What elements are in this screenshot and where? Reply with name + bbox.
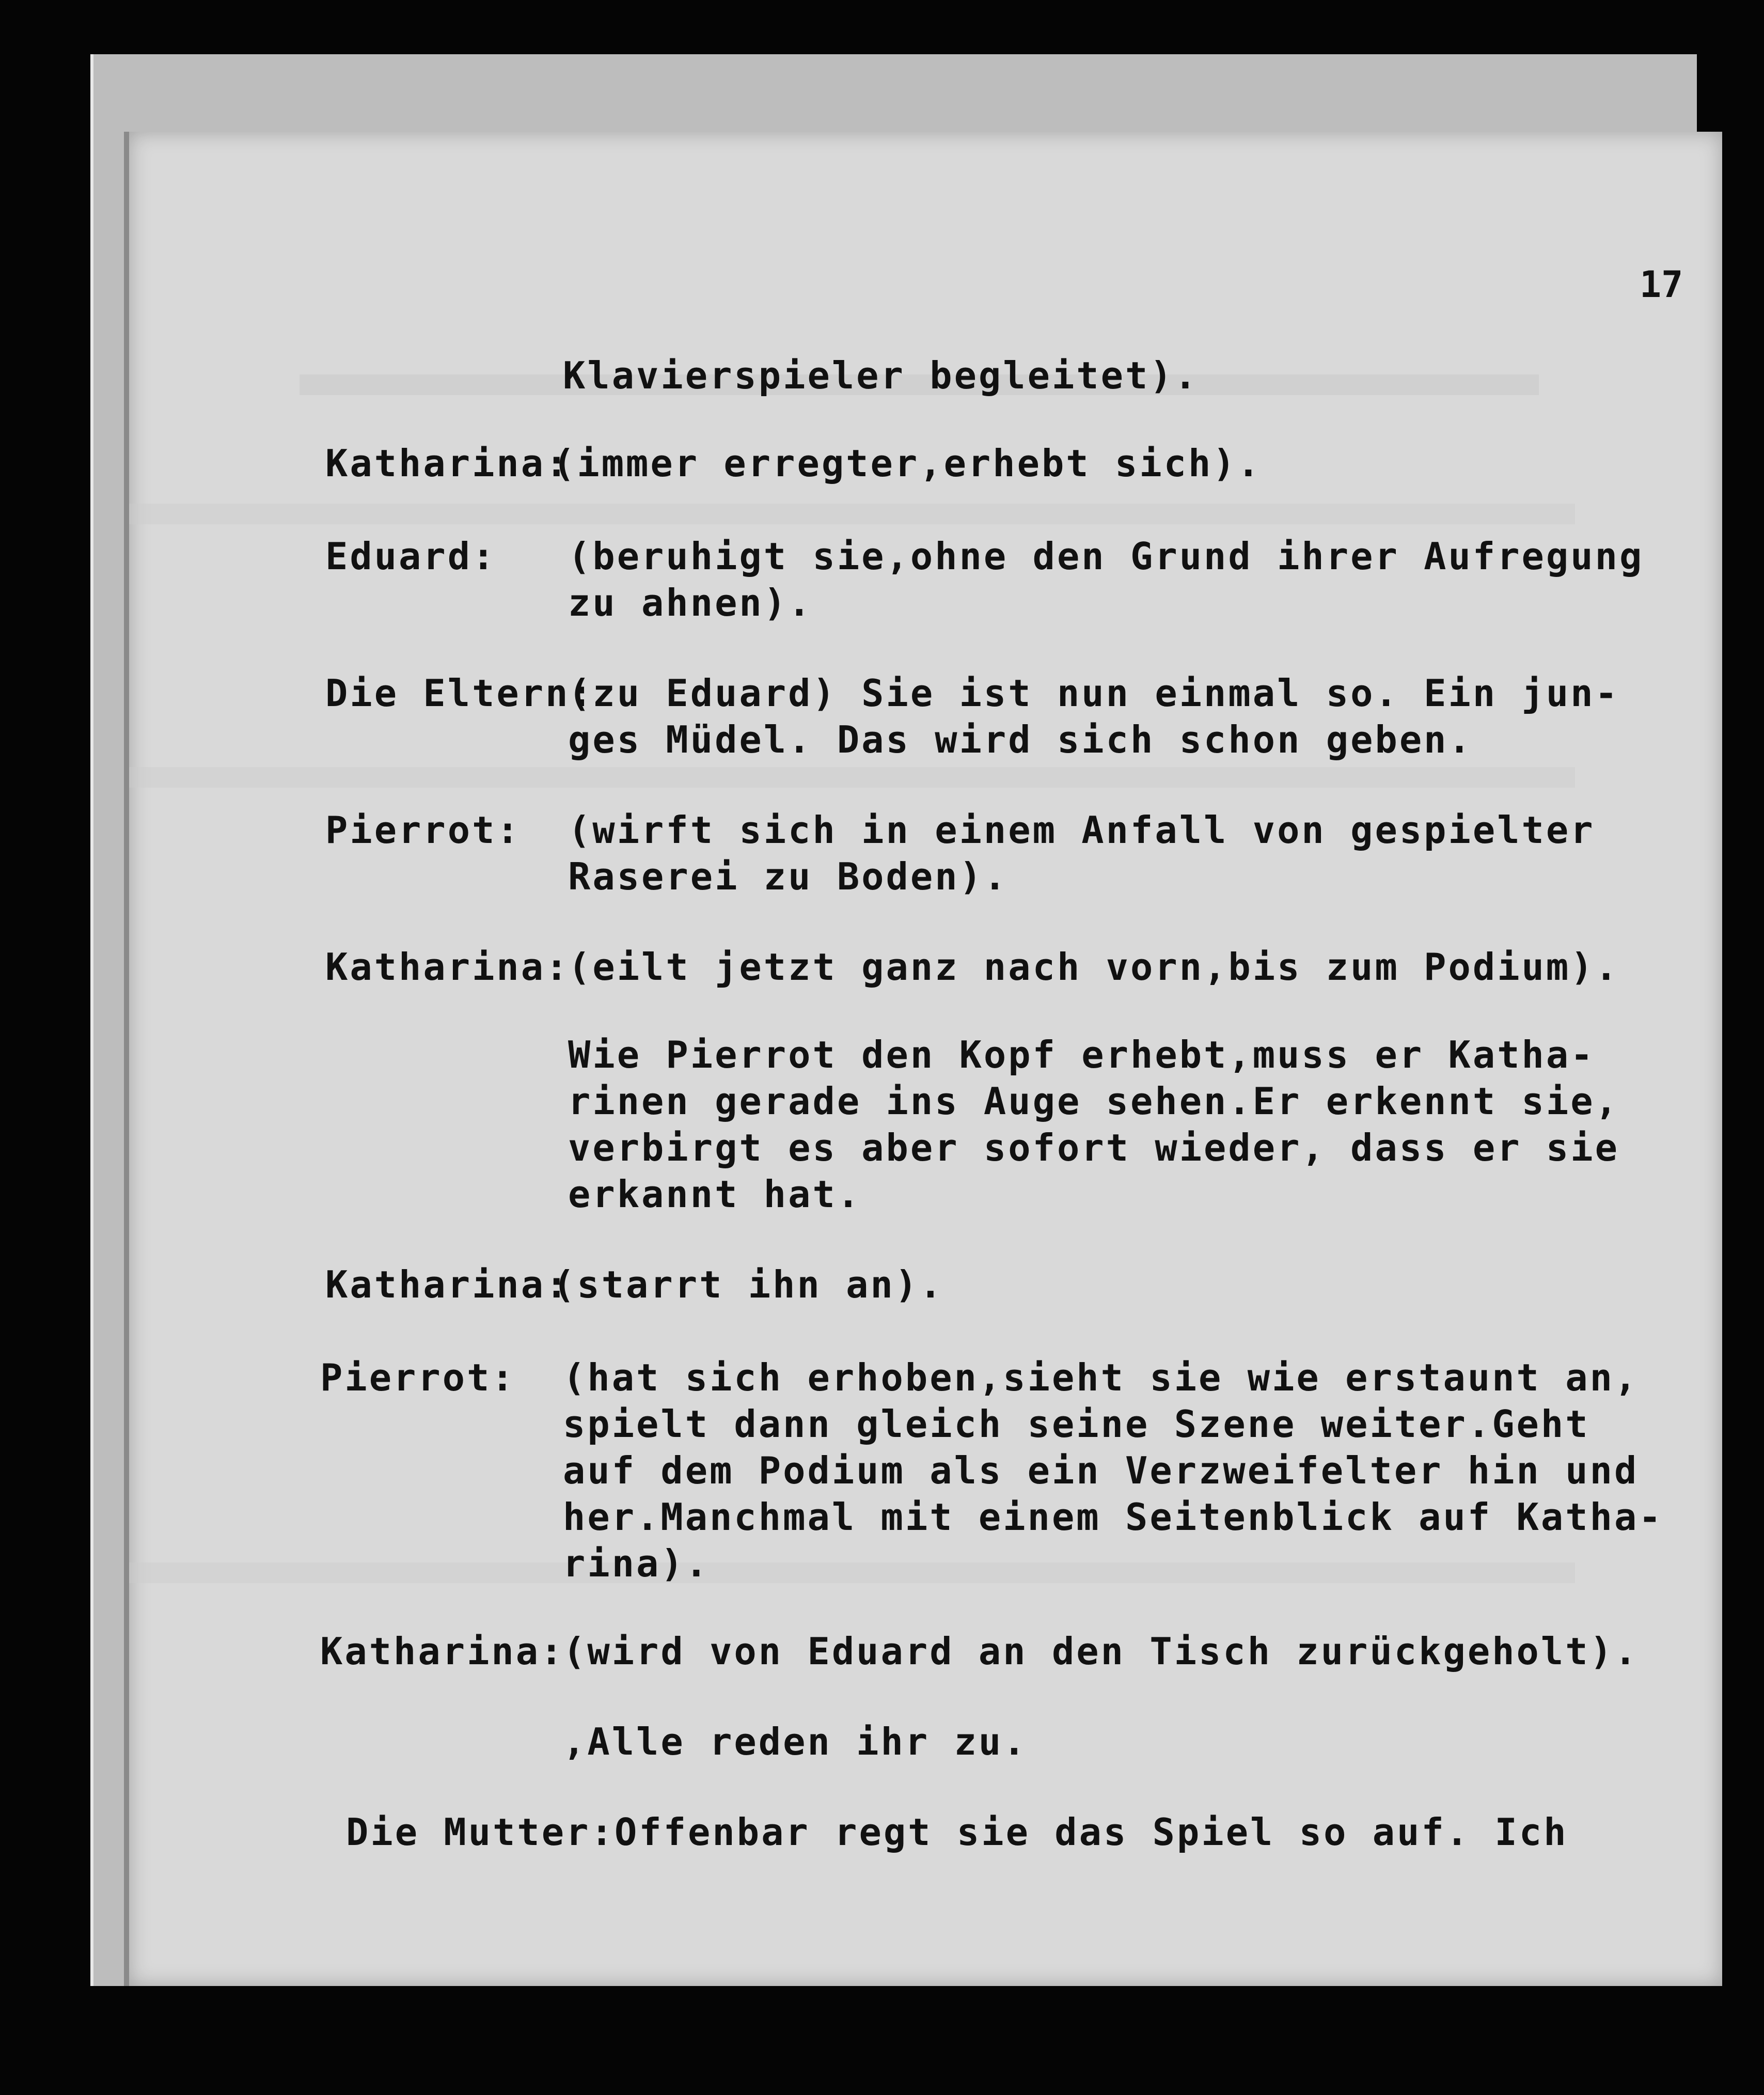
line-text: (starrt ihn an). [553, 1263, 944, 1306]
dialogue-line [615, 1810, 1568, 1854]
line-text: rinen gerade ins Auge sehen.Er erkennt sie, [568, 1080, 1619, 1123]
dialogue-line [553, 442, 1262, 485]
dialogue-line [568, 671, 1619, 715]
line-text: spielt dann gleich seine Szene weiter.Geht [563, 1402, 1590, 1446]
speaker-name: Die Mutter: [346, 1810, 615, 1854]
speaker-name: Pierrot: [320, 1356, 516, 1399]
dialogue-line [553, 1263, 944, 1306]
dialogue-line [568, 1080, 1619, 1123]
speaker-name: Katharina: [325, 1263, 570, 1306]
dialogue-line [563, 1402, 1590, 1446]
dialogue-line [563, 354, 1199, 397]
line-text: zu ahnen). [568, 581, 813, 624]
line-text: ,Alle reden ihr zu. [563, 1720, 1028, 1763]
page-number: 17 [1640, 263, 1683, 306]
line-text: ges Müdel. Das wird sich schon geben. [568, 718, 1473, 761]
line-text: Klavierspieler begleitet). [563, 354, 1199, 397]
dialogue-line [563, 1356, 1639, 1399]
line-text: (immer erregter,erhebt sich). [553, 442, 1262, 485]
dialogue-line [563, 1449, 1639, 1492]
line-text: Raserei zu Boden). [568, 855, 1009, 898]
line-text: erkannt hat. [568, 1172, 862, 1216]
line-text: (hat sich erhoben,sieht sie wie erstaunt an, [563, 1356, 1639, 1399]
speaker-name: Katharina: [320, 1630, 565, 1673]
dialogue-line [568, 1126, 1619, 1169]
speaker-name: Eduard: [325, 535, 497, 578]
speaker-name: Pierrot: [325, 808, 521, 852]
line-text: Offenbar regt sie das Spiel so auf. Ich [615, 1810, 1568, 1854]
line-text: rina). [563, 1542, 710, 1585]
bleed-through-mark [129, 767, 1575, 788]
dialogue-line [568, 945, 1619, 989]
line-text: (eilt jetzt ganz nach vorn,bis zum Podium). [568, 945, 1619, 989]
dialogue-line [568, 1033, 1595, 1076]
dialogue-line [568, 581, 812, 624]
speaker-name: Katharina: [325, 945, 570, 989]
line-text: verbirgt es aber sofort wieder, dass er sie [568, 1126, 1619, 1169]
dialogue-line [568, 808, 1595, 852]
line-text: her.Manchmal mit einem Seitenblick auf Katha- [563, 1495, 1663, 1539]
dialogue-line [563, 1495, 1663, 1539]
dialogue-line [568, 718, 1473, 761]
bleed-through-mark [129, 504, 1575, 524]
speaker-name: Katharina: [325, 442, 570, 485]
dialogue-line [563, 1630, 1639, 1673]
bleed-through-mark [129, 1562, 1575, 1583]
line-text: (wirft sich in einem Anfall von gespielter [568, 808, 1595, 852]
line-text: (zu Eduard) Sie ist nun einmal so. Ein jun- [568, 671, 1619, 715]
line-text: auf dem Podium als ein Verzweifelter hin und [563, 1449, 1639, 1492]
dialogue-line [568, 535, 1644, 578]
line-text: Wie Pierrot den Kopf erhebt,muss er Katha- [568, 1033, 1595, 1076]
speaker-name: Die Eltern: [325, 671, 594, 715]
dialogue-line [568, 855, 1008, 898]
dialogue-line [563, 1720, 1028, 1763]
dialogue-line [568, 1172, 861, 1216]
dialogue-line [563, 1542, 710, 1585]
line-text: (wird von Eduard an den Tisch zurückgeholt). [563, 1630, 1639, 1673]
line-text: (beruhigt sie,ohne den Grund ihrer Aufregung [568, 535, 1644, 578]
typewritten-page [124, 132, 1722, 1986]
